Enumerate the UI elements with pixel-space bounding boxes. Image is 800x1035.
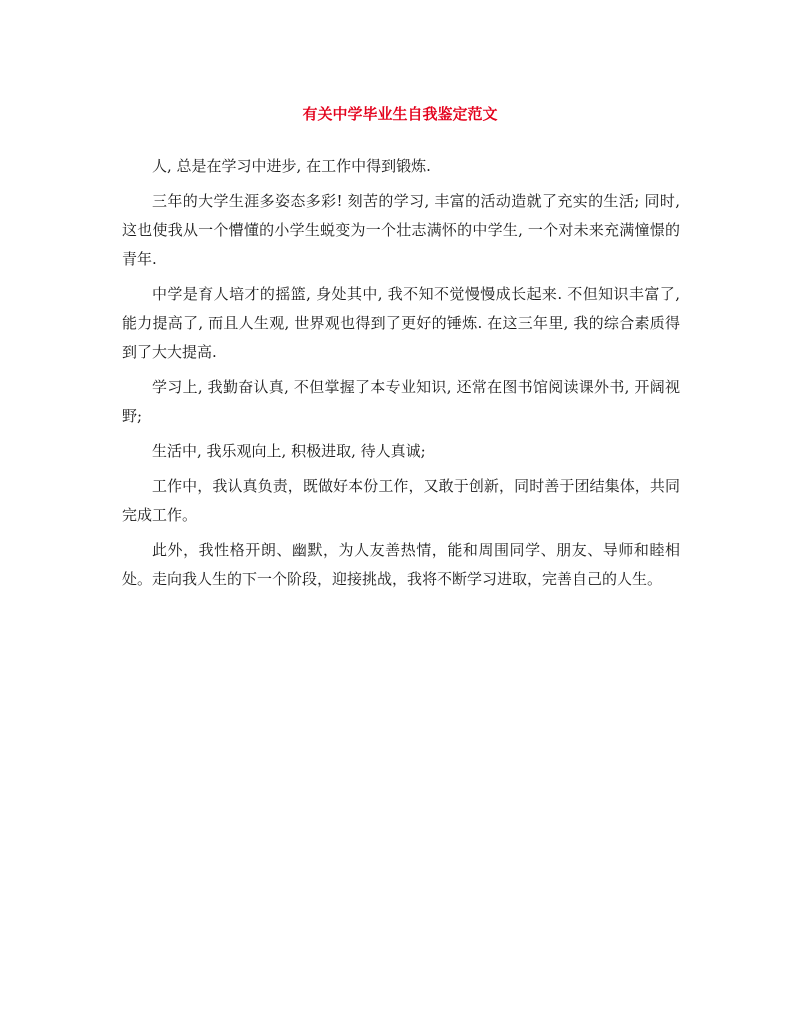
paragraph: 三年的大学生涯多姿态多彩! 刻苦的学习, 丰富的活动造就了充实的生活; 同时, 这也使我从一个懵懂的小学生蜕变为一个壮志满怀的中学生, 一个对未来充满憧憬的青年. [122, 192, 680, 268]
document-body [122, 152, 680, 600]
paragraph: 生活中, 我乐观向上, 积极进取, 待人真诚; [152, 442, 426, 460]
document-title: 有关中学毕业生自我鉴定范文 [302, 105, 498, 123]
paragraph: 学习上, 我勤奋认真, 不但掌握了本专业知识, 还常在图书馆阅读课外书, 开阔视野; [122, 378, 680, 425]
paragraph: 工作中，我认真负责，既做好本份工作，又敢于创新，同时善于团结集体，共同完成工作。 [122, 477, 680, 524]
paragraph: 此外，我性格开朗、幽默，为人友善热情，能和周围同学、朋友、导师和睦相处。走向我人生的下一个阶段，迎接挑战，我将不断学习进取，完善自己的人生。 [122, 541, 680, 588]
paragraph: 人, 总是在学习中进步, 在工作中得到锻炼. [152, 157, 431, 175]
paragraph: 中学是育人培才的摇篮, 身处其中, 我不知不觉慢慢成长起来. 不但知识丰富了, 能力提高了, 而且人生观, 世界观也得到了更好的锤炼. 在这三年里, 我的综合素质得到了大大提高. [122, 285, 680, 361]
